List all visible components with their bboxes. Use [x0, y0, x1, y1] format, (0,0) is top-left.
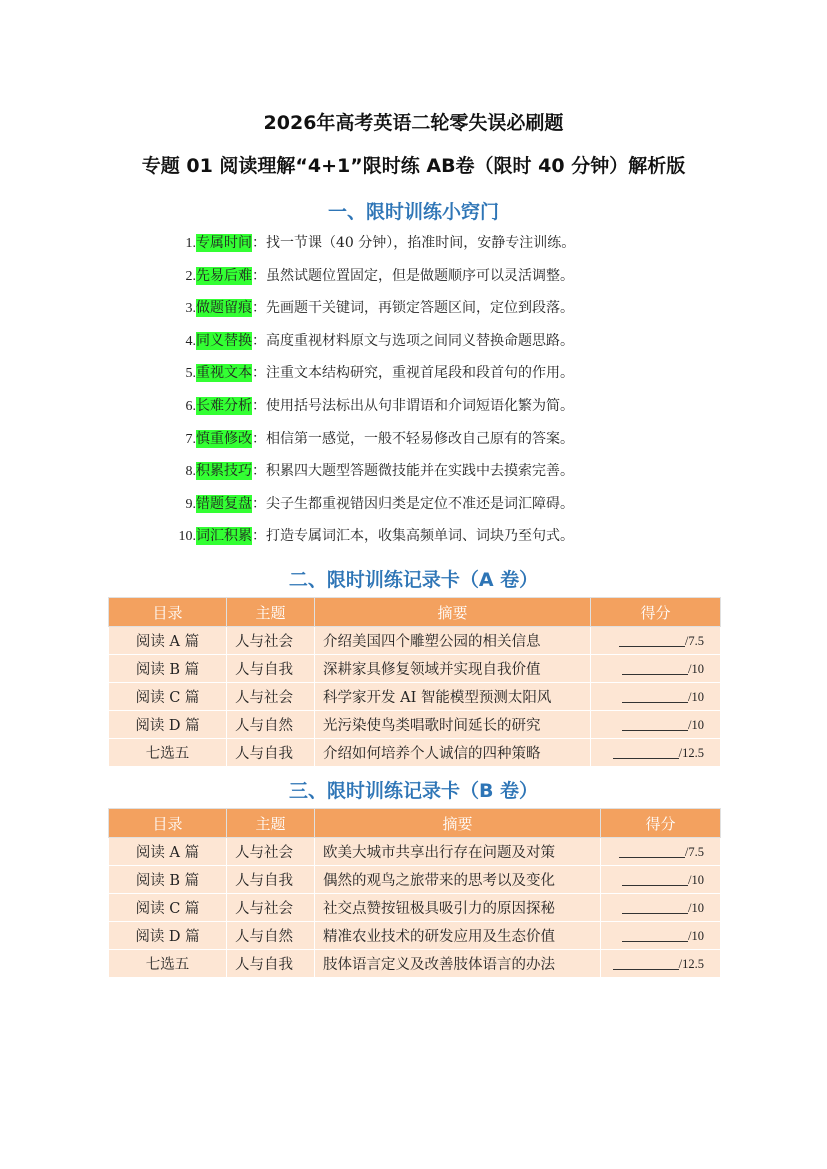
tip-keyword: 错题复盘	[196, 495, 252, 512]
summary-cell: 欧美大城市共享出行存在问题及对策	[315, 838, 601, 866]
summary-cell: 介绍美国四个雕塑公园的相关信息	[315, 627, 591, 655]
tip-number: 4.	[185, 333, 196, 349]
score-cell[interactable]	[591, 683, 721, 711]
score-blank[interactable]	[622, 871, 688, 886]
tip-item	[176, 493, 736, 526]
tip-number: 7.	[185, 431, 196, 447]
tip-keyword: 同义替换	[196, 332, 252, 349]
summary-cell: 介绍如何培养个人诚信的四种策略	[315, 739, 591, 767]
tip-item	[176, 460, 736, 493]
header-score: 得分	[601, 809, 721, 838]
score-blank[interactable]	[619, 632, 685, 647]
tip-keyword: 长难分析	[196, 397, 252, 414]
score-cell[interactable]	[601, 950, 721, 978]
tip-item	[176, 395, 736, 428]
directory-cell: 阅读 A 篇	[109, 838, 227, 866]
table-row	[109, 922, 721, 950]
tip-text: ：注重文本结构研究，重视首尾段和段首句的作用。	[252, 365, 574, 382]
score-blank[interactable]	[622, 716, 688, 731]
score-blank[interactable]	[613, 744, 679, 759]
table-row	[109, 838, 721, 866]
summary-cell: 肢体语言定义及改善肢体语言的办法	[315, 950, 601, 978]
table-b-heading: 三、限时训练记录卡（B 卷）	[288, 780, 539, 802]
tip-text: ：找一节课（40 分钟），掐准时间，安静专注训练。	[252, 235, 576, 251]
theme-cell: 人与自然	[227, 922, 315, 950]
theme-cell: 人与自我	[227, 739, 315, 767]
score-blank[interactable]	[613, 955, 679, 970]
tip-item	[176, 362, 736, 395]
tip-item	[176, 525, 736, 558]
directory-cell: 七选五	[109, 950, 227, 978]
summary-cell: 深耕家具修复领域并实现自我价值	[315, 655, 591, 683]
summary-cell: 偶然的观鸟之旅带来的思考以及变化	[315, 866, 601, 894]
tip-text: ：虽然试题位置固定，但是做题顺序可以灵活调整。	[252, 267, 574, 284]
score-cell[interactable]	[591, 627, 721, 655]
score-cell[interactable]	[601, 838, 721, 866]
header-directory: 目录	[109, 809, 227, 838]
tip-keyword: 重视文本	[196, 365, 252, 382]
tip-number: 8.	[185, 464, 196, 480]
table-row	[109, 627, 721, 655]
score-blank[interactable]	[622, 927, 688, 942]
record-table-a	[108, 597, 721, 767]
tip-number: 10.	[178, 529, 196, 545]
summary-cell: 社交点赞按钮极具吸引力的原因探秘	[315, 894, 601, 922]
table-a-heading: 二、限时训练记录卡（A 卷）	[288, 569, 539, 591]
directory-cell: 阅读 B 篇	[109, 866, 227, 894]
theme-cell: 人与自然	[227, 711, 315, 739]
summary-cell: 光污染使鸟类唱歌时间延长的研究	[315, 711, 591, 739]
theme-cell: 人与社会	[227, 894, 315, 922]
tips-list	[176, 232, 736, 558]
tip-keyword: 积累技巧	[196, 463, 252, 480]
document-title: 2026年高考英语二轮零失误必刷题	[263, 112, 564, 134]
score-max: /10	[688, 901, 704, 915]
score-cell[interactable]	[601, 894, 721, 922]
directory-cell: 阅读 C 篇	[109, 894, 227, 922]
header-summary: 摘要	[315, 598, 591, 627]
score-blank[interactable]	[622, 660, 688, 675]
score-cell[interactable]	[591, 711, 721, 739]
theme-cell: 人与社会	[227, 683, 315, 711]
directory-cell: 阅读 B 篇	[109, 655, 227, 683]
tip-keyword: 先易后难	[196, 267, 252, 284]
score-cell[interactable]	[601, 922, 721, 950]
tip-item	[176, 232, 736, 265]
tip-text: ：尖子生都重视错因归类是定位不准还是词汇障碍。	[252, 495, 574, 512]
tip-text: ：积累四大题型答题微技能并在实践中去摸索完善。	[252, 463, 574, 480]
score-cell[interactable]	[591, 739, 721, 767]
tip-number: 3.	[185, 301, 196, 317]
tip-item	[176, 265, 736, 298]
tip-keyword: 慎重修改	[196, 430, 252, 447]
tip-number: 6.	[185, 398, 196, 414]
tip-keyword: 专属时间	[196, 235, 252, 251]
directory-cell: 阅读 D 篇	[109, 711, 227, 739]
table-row	[109, 739, 721, 767]
tip-text: ：相信第一感觉，一般不轻易修改自己原有的答案。	[252, 430, 574, 447]
tip-text: ：高度重视材料原文与选项之间同义替换命题思路。	[252, 332, 574, 349]
directory-cell: 阅读 C 篇	[109, 683, 227, 711]
score-cell[interactable]	[591, 655, 721, 683]
score-max: /10	[688, 690, 704, 704]
table-row	[109, 866, 721, 894]
score-max: /7.5	[684, 845, 704, 859]
directory-cell: 阅读 A 篇	[109, 627, 227, 655]
tip-item	[176, 297, 736, 330]
header-theme: 主题	[227, 598, 315, 627]
tip-text: ：使用括号法标出从句非谓语和介词短语化繁为简。	[252, 397, 574, 414]
score-blank[interactable]	[619, 843, 685, 858]
directory-cell: 七选五	[109, 739, 227, 767]
theme-cell: 人与自我	[227, 950, 315, 978]
table-row	[109, 683, 721, 711]
table-row	[109, 655, 721, 683]
score-max: /12.5	[678, 957, 704, 971]
score-max: /7.5	[684, 634, 704, 648]
record-table-b	[108, 808, 721, 978]
header-directory: 目录	[109, 598, 227, 627]
tip-number: 1.	[185, 236, 196, 251]
header-score: 得分	[591, 598, 721, 627]
theme-cell: 人与社会	[227, 627, 315, 655]
score-max: /10	[688, 718, 704, 732]
tip-keyword: 做题留痕	[196, 300, 252, 317]
summary-cell: 精准农业技术的研发应用及生态价值	[315, 922, 601, 950]
tips-heading: 一、限时训练小窍门	[327, 201, 499, 223]
table-row	[109, 950, 721, 978]
table-row	[109, 711, 721, 739]
summary-cell: 科学家开发 AI 智能模型预测太阳风	[315, 683, 591, 711]
directory-cell: 阅读 D 篇	[109, 922, 227, 950]
score-blank[interactable]	[622, 688, 688, 703]
score-max: /12.5	[678, 746, 704, 760]
theme-cell: 人与自我	[227, 866, 315, 894]
tip-number: 9.	[185, 496, 196, 512]
score-blank[interactable]	[622, 899, 688, 914]
tip-item	[176, 428, 736, 461]
tip-number: 2.	[185, 268, 196, 284]
tip-text: ：打造专属词汇本，收集高频单词、词块乃至句式。	[252, 528, 574, 545]
score-max: /10	[688, 929, 704, 943]
header-theme: 主题	[227, 809, 315, 838]
tip-number: 5.	[185, 366, 196, 382]
score-max: /10	[688, 662, 704, 676]
theme-cell: 人与社会	[227, 838, 315, 866]
theme-cell: 人与自我	[227, 655, 315, 683]
tip-item	[176, 330, 736, 363]
table-row	[109, 894, 721, 922]
document-subtitle: 专题 01 阅读理解“4+1”限时练 AB卷（限时 40 分钟）解析版	[141, 155, 686, 177]
header-summary: 摘要	[315, 809, 601, 838]
tip-keyword: 词汇积累	[196, 528, 252, 545]
tip-text: ：先画题干关键词，再锁定答题区间，定位到段落。	[252, 300, 574, 317]
score-cell[interactable]	[601, 866, 721, 894]
score-max: /10	[688, 873, 704, 887]
